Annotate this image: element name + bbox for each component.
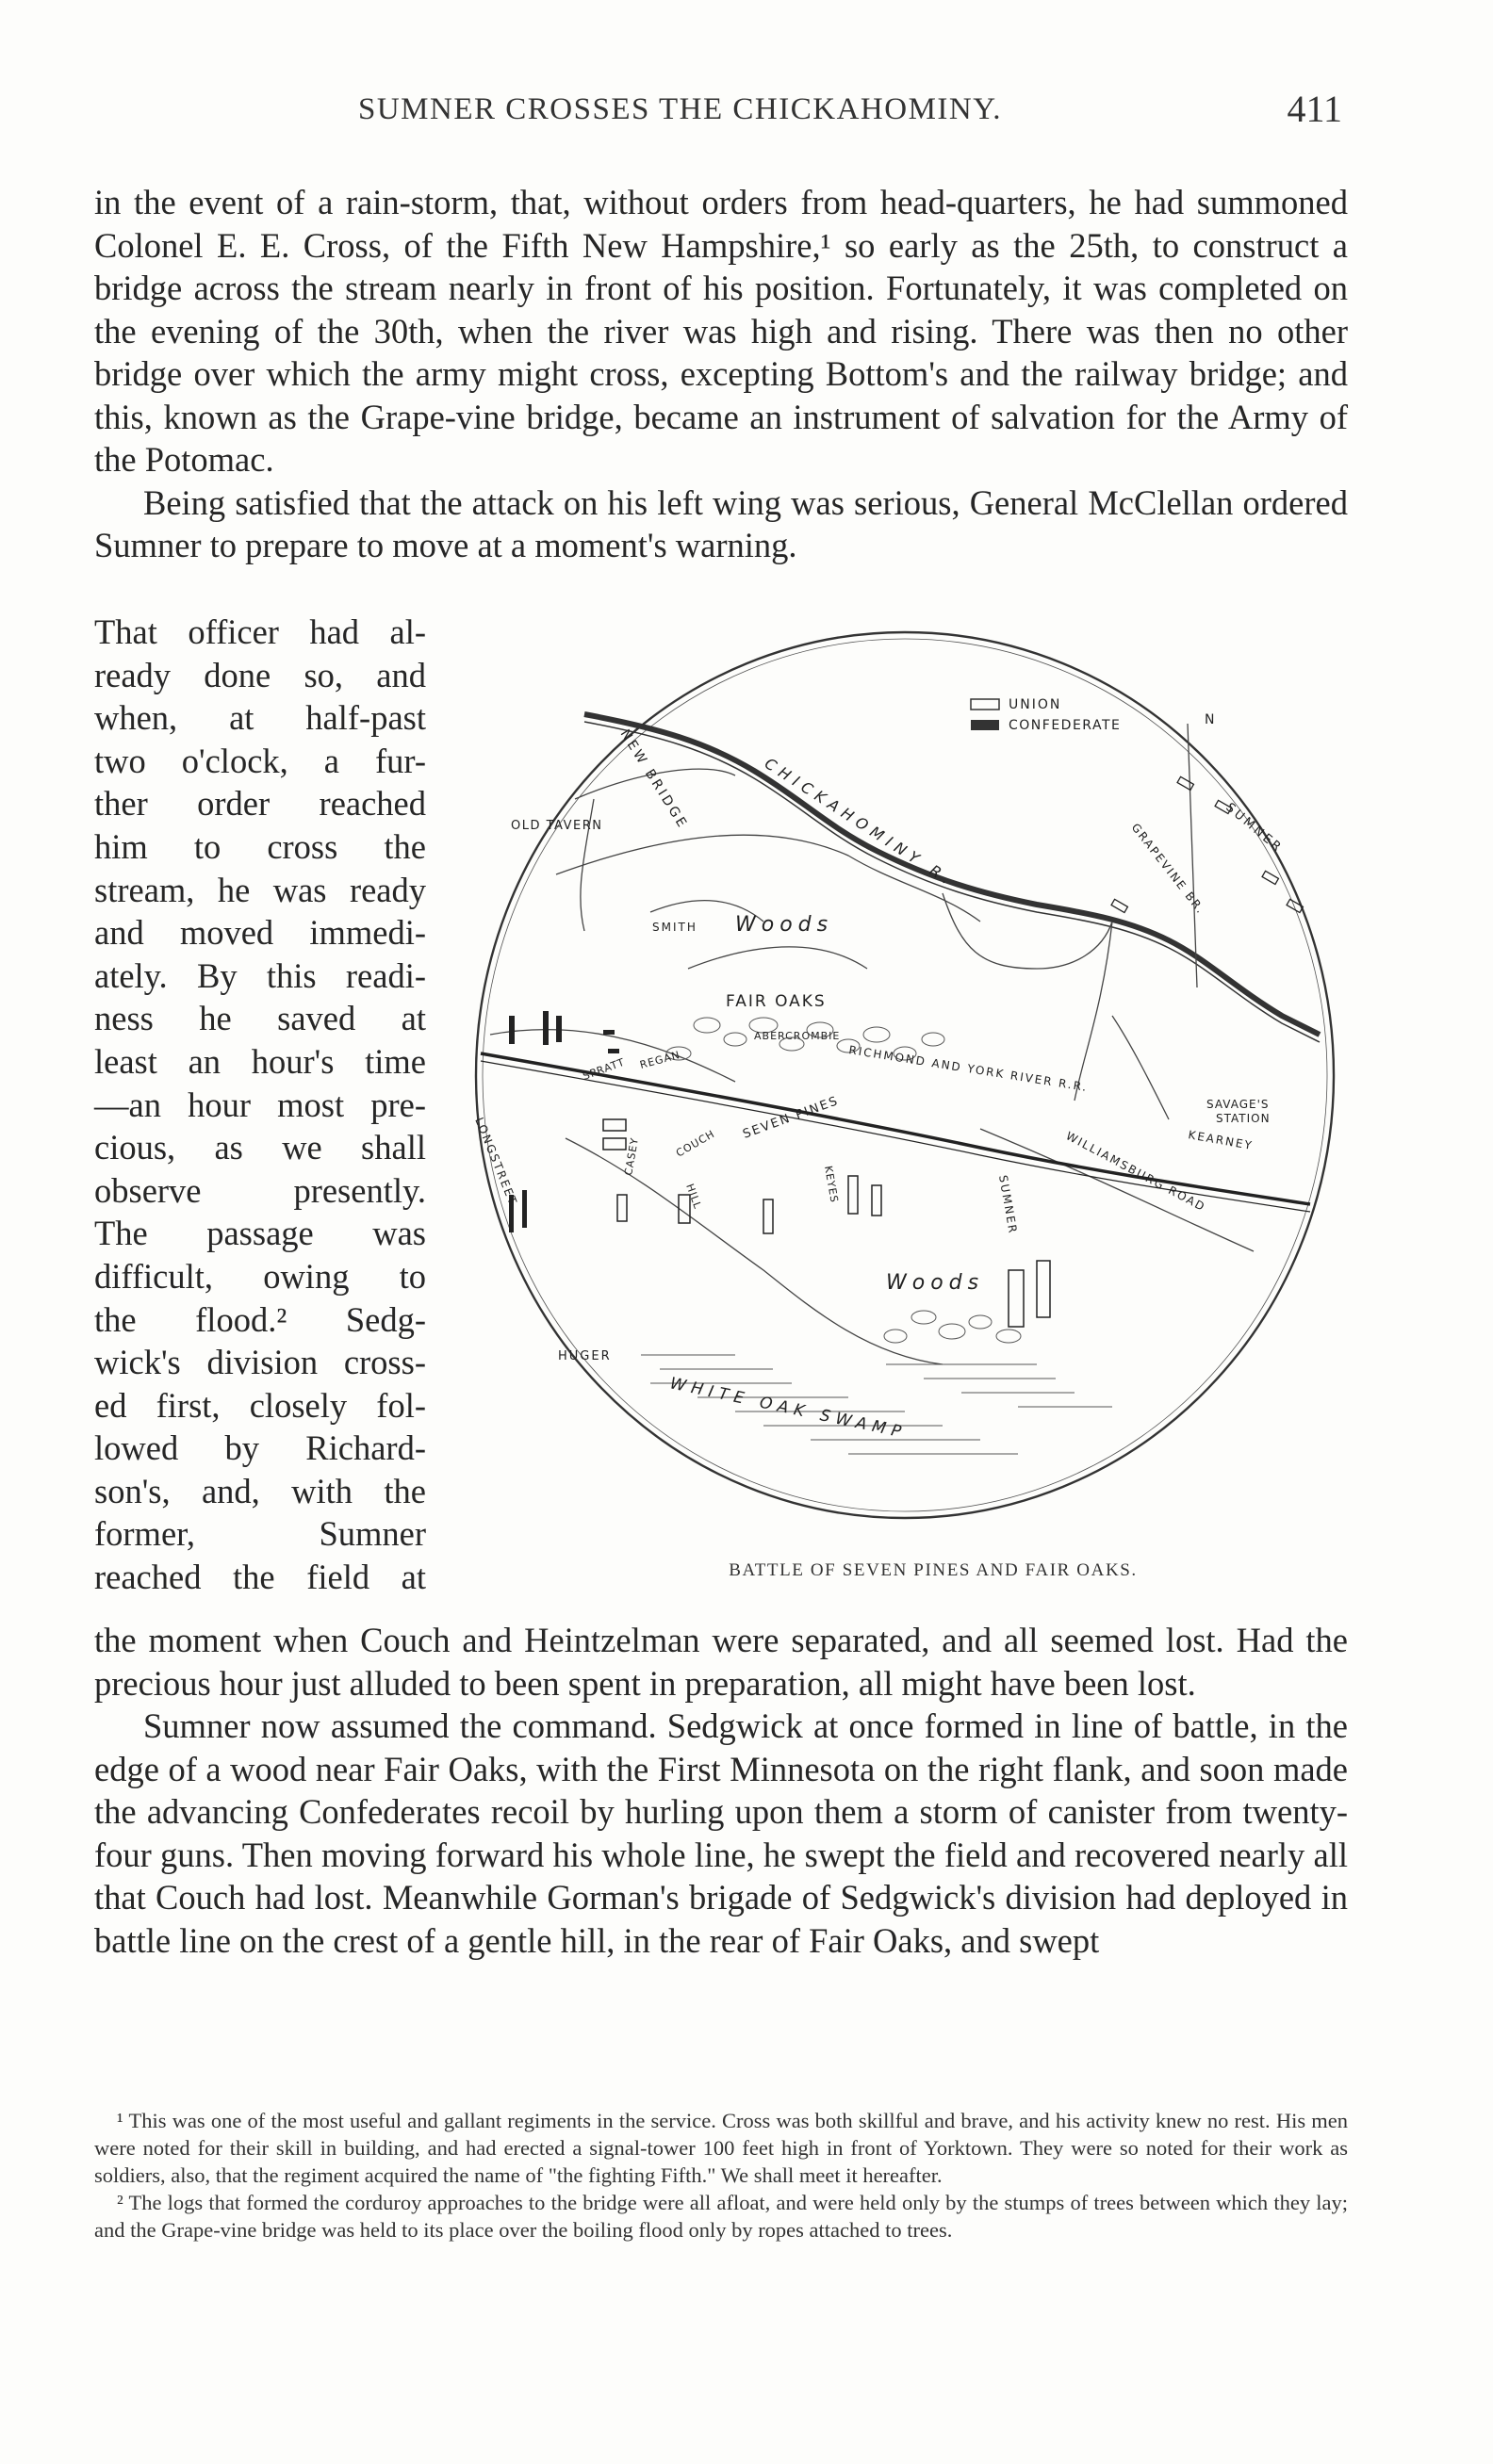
wrapped-line: lowed by Richard-	[94, 1428, 426, 1468]
wrapped-line: ately. By this readi-	[94, 955, 426, 995]
railroad	[481, 1053, 1310, 1215]
label-kearney: KEARNEY	[1187, 1128, 1255, 1153]
label-abercrombie: ABERCROMBIE	[754, 1030, 841, 1042]
label-hill: HILL	[683, 1182, 704, 1212]
label-regan: REGAN	[638, 1048, 682, 1071]
label-savages-station-2: STATION	[1216, 1112, 1271, 1125]
footnotes	[94, 2107, 1348, 2244]
label-sumner-top: SUMNER	[1222, 800, 1286, 857]
label-woods-bottom: Woods	[886, 1271, 985, 1295]
label-williamsburg-road: WILLIAMSBURG ROAD	[1063, 1129, 1208, 1215]
map-labels	[472, 727, 1286, 1443]
confederate-legend-swatch	[971, 720, 999, 730]
label-old-tavern: OLD TAVERN	[511, 819, 603, 833]
label-sumner-bottom: SUMNER	[996, 1174, 1020, 1236]
compass-north: N	[1205, 712, 1215, 727]
body-text-top	[94, 181, 1348, 567]
legend-confederate-label: CONFEDERATE	[1009, 718, 1122, 733]
map-caption: BATTLE OF SEVEN PINES AND FAIR OAKS.	[729, 1560, 1138, 1580]
label-keyes: KEYES	[822, 1165, 841, 1204]
wrapped-line: when, at half-past	[94, 698, 426, 738]
swamp-hatching	[641, 1355, 1112, 1454]
wrapped-line: wick's division cross-	[94, 1343, 426, 1382]
page-number: 411	[1287, 88, 1342, 130]
wrapped-line: difficult, owing to	[94, 1256, 426, 1296]
wrapped-line: former, Sumner	[94, 1514, 426, 1554]
footnote-1: ¹ This was one of the most useful and gallant regiments in the service. Cross was both skillful and brave, and his activity knew no rest. His men were noted for their skill in building, and had erected a signal-tower 100 feet high in front of Yorktown. They were so noted for their work as soldiers, also, that the regiment acquired the name of "the fighting Fifth." We shall meet it hereafter.	[94, 2109, 1348, 2187]
wrapped-line: That officer had al-	[94, 612, 426, 651]
label-fair-oaks: FAIR OAKS	[726, 992, 827, 1011]
label-white-oak-swamp: WHITE OAK SWAMP	[667, 1374, 909, 1444]
paragraph-1: in the event of a rain-storm, that, without orders from head-quarters, he had summoned Colonel E. E. Cross, of the Fifth New Hampshire,¹ so early as the 25th, to construct a bridge across the stream nearly in front of his position. Fortunately, it was completed on the evening of the 30th, when the river was high and rising. There was then no other bridge over which the army might cross, excepting Bottom's and the railway bridge; and this, known as the Grape-vine bridge, became an instrument of salvation for the Army of the Potomac.	[94, 183, 1348, 479]
label-chickahominy: CHICKAHOMINY R.	[761, 754, 959, 891]
wrapped-line: —an hour most pre-	[94, 1085, 426, 1124]
label-couch: COUCH	[674, 1127, 717, 1160]
wrapped-line: the flood.² Sedg-	[94, 1299, 426, 1339]
wrapped-line: least an hour's time	[94, 1041, 426, 1081]
wrapped-line: two o'clock, a fur-	[94, 741, 426, 780]
wrapped-line: observe presently.	[94, 1170, 426, 1210]
label-spratt: SPRATT	[581, 1055, 627, 1083]
label-seven-pines: SEVEN PINES	[741, 1093, 842, 1142]
wrapped-line: ed first, closely fol-	[94, 1385, 426, 1425]
paragraph-2-start: Being satisfied that the attack on his left wing was serious, General McClellan ordered Sumner to prepare to move at a moment's warning.	[94, 482, 1348, 564]
label-new-bridge: NEW BRIDGE	[616, 726, 691, 833]
map-legend	[971, 697, 1214, 733]
paragraph-2-end: the moment when Couch and Heintzelman were separated, and all seemed lost. Had the precious hour just alluded to been spent in preparation, all might have been lost.	[94, 1621, 1348, 1703]
battle-map	[452, 611, 1414, 1553]
label-smith: SMITH	[652, 921, 697, 934]
label-woods-top: Woods	[735, 913, 834, 937]
label-railroad: RICHMOND AND YORK RIVER R.R.	[847, 1043, 1090, 1095]
label-casey: CASEY	[622, 1136, 642, 1177]
wrapped-line: ness he saved at	[94, 999, 426, 1038]
text-with-map	[94, 611, 1348, 1597]
wrapped-line: cious, as we shall	[94, 1128, 426, 1167]
wrapped-line: ready done so, and	[94, 655, 426, 694]
running-head	[94, 87, 1342, 134]
wrapped-line: stream, he was ready	[94, 870, 426, 909]
wrapped-line: son's, and, with the	[94, 1471, 426, 1510]
union-legend-swatch	[971, 699, 999, 710]
label-grapevine-bridge: GRAPEVINE BR.	[1128, 821, 1208, 918]
wrapped-line: him to cross the	[94, 826, 426, 866]
battle-map-figure	[452, 611, 1414, 1584]
paragraph-3: Sumner now assumed the command. Sedgwick at once formed in line of battle, in the edge of a wood near Fair Oaks, with the First Minnesota on the right flank, and soon made the advancing Confederates recoil by hurling upon them a storm of canister from twenty-four guns. Then moving forward his whole line, he swept the field and recovered nearly all that Couch had lost. Meanwhile Gorman's brigade of Sedgwick's division had deployed in battle line on the crest of a gentle hill, in the rear of Fair Oaks, and swept	[94, 1706, 1348, 1960]
wrapped-text-column	[94, 611, 426, 1599]
wrapped-line: The passage was	[94, 1214, 426, 1253]
body-text-bottom	[94, 1619, 1348, 1962]
label-savages-station-1: SAVAGE'S	[1206, 1098, 1270, 1111]
legend-union-label: UNION	[1009, 697, 1062, 712]
wrapped-line: and moved immedi-	[94, 913, 426, 953]
wrapped-line: ther order reached	[94, 784, 426, 824]
running-title: SUMNER CROSSES THE CHICKAHOMINY.	[358, 92, 1003, 126]
label-longstreet: LONGSTREET	[472, 1115, 520, 1208]
wrapped-line: reached the field at	[94, 1558, 426, 1597]
footnote-2: ² The logs that formed the corduroy approaches to the bridge were all afloat, and were held only by the stumps of trees between which they lay; and the Grape-vine bridge was held to its place over the boiling flood only by ropes attached to trees.	[94, 2191, 1348, 2242]
label-huger: HUGER	[558, 1349, 612, 1363]
